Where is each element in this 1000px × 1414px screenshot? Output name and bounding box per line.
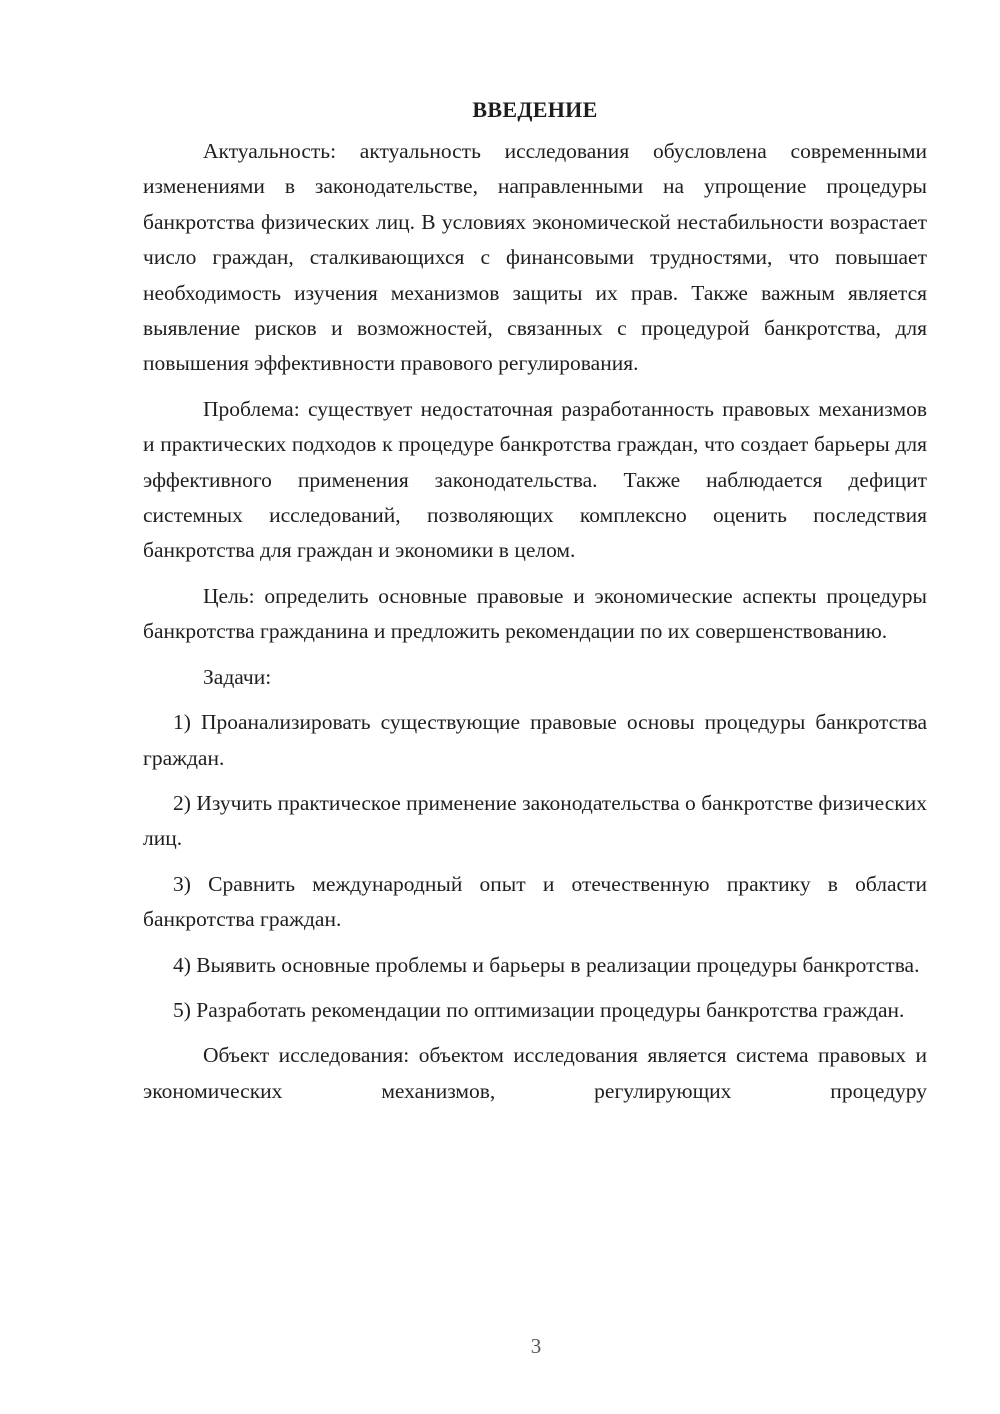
paragraph-goal: Цель: определить основные правовые и экономические аспекты процедуры банкротства гражданина и предложить рекомендации по их совершенствованию.: [143, 583, 927, 644]
paragraph-relevance: Актуальность: актуальность исследования обусловлена современными изменениями в законодательстве, направленными на упрощение процедуры банкротства физических лиц. В условиях экономической нестабильности возрастает число граждан, сталкивающихся с финансовыми трудностями, что повышает необходимость изучения механизмов защиты их прав. Также важным является выявление рисков и возможностей, связанных с процедурой банкротства, для повышения эффективности правового регулирования.: [143, 139, 927, 376]
tasks-heading: Задачи:: [203, 664, 272, 689]
task-item: 2) Изучить практическое применение законодательства о банкротстве физических лиц.: [143, 790, 927, 851]
document-page: [143, 92, 927, 1109]
paragraph-object: Объект исследования: объектом исследования является система правовых и экономических механизмов, регулирующих процедуру: [143, 1043, 927, 1103]
task-item: 5) Разработать рекомендации по оптимизации процедуры банкротства граждан.: [173, 997, 905, 1022]
page-title: ВВЕДЕНИЕ: [472, 97, 598, 122]
task-item: 1) Проанализировать существующие правовые основы процедуры банкротства граждан.: [143, 710, 927, 770]
paragraph-problem: Проблема: существует недостаточная разработанность правовых механизмов и практических подходов к процедуре банкротства граждан, что создает барьеры для эффективного применения законодательства. Также наблюдается дефицит системных исследований, позволяющих комплексно оценить последствия банкротства для граждан и экономики в целом.: [143, 396, 927, 563]
task-item: 4) Выявить основные проблемы и барьеры в реализации процедуры банкротства.: [173, 952, 920, 977]
task-item: 3) Сравнить международный опыт и отечественную практику в области банкротства граждан.: [143, 871, 927, 932]
page-number: 3: [530, 1334, 542, 1358]
